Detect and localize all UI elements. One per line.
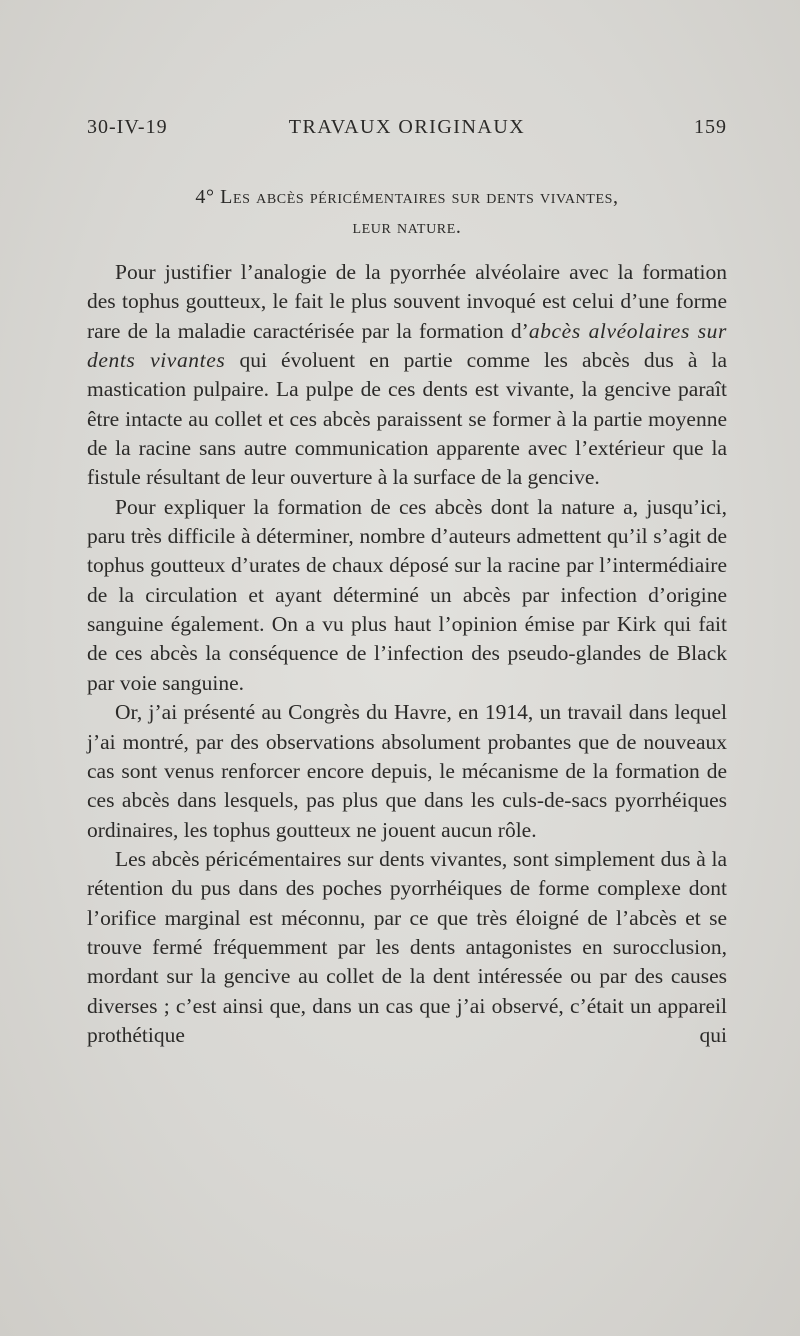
paragraph-3: Or, j’ai présenté au Congrès du Havre, en 1914, un travail dans lequel j’ai montré, par des observations absolument probantes que de nouveaux cas sont venus renforcer encore depuis, le mécanisme de la formation de ces abcès dans lesquels, pas plus que dans les culs-de-sacs pyorrhéiques ordinaires, les tophus goutteux ne jouent aucun rôle. — [87, 700, 727, 842]
page-number: 159 — [694, 116, 727, 138]
paragraph-2: Pour expliquer la formation de ces abcès dont la nature a, jusqu’ici, paru très difficile à déterminer, nombre d’auteurs admettent qu’il s’agit de tophus goutteux d’urates de chaux déposé sur la racine par l’intermédiaire de la circulation et ayant déterminé un abcès par infection d’origine sanguine également. On a vu plus haut l’opinion émise par Kirk qui fait de ces abcès la conséquence de l’infection des pseudo-glandes de Black par voie sanguine. — [87, 494, 727, 695]
running-head — [87, 116, 727, 146]
paragraph-1-after: qui évoluent en partie comme les abcès dus à la mastication pulpaire. La pulpe de ces dents est vivante, la gencive paraît être intacte au collet et ces abcès paraissent se former à la partie moyenne de la racine sans autre communication apparente avec l’extérieur que la fistule résultant de leur ouverture à la surface de la gencive. — [87, 348, 727, 490]
paragraph-4: Les abcès péricémentaires sur dents vivantes, sont simplement dus à la rétention du pus dans des poches pyorrhéiques de forme complexe dont l’orifice marginal est méconnu, par ce que très éloigné de l’abcès et se trouve fermé fréquemment par les dents antagonistes en surocclusion, mordant sur la gencive au collet de la dent intéressée ou par des causes diverses ; c’est ainsi que, dans un cas que j’ai observé, c’était un appareil prothétique qui — [87, 846, 727, 1047]
section-heading-line-1: 4° Les abcès péricémentaires sur dents vivantes, — [195, 186, 619, 208]
issue-date: 30-IV-19 — [87, 116, 168, 138]
section-heading — [87, 182, 727, 242]
paragraph-1-before: Pour justifier l’analogie de la pyorrhée alvéolaire avec la formation des tophus goutteux, le fait le plus souvent invoqué est celui d’une forme rare de la maladie caractérisée par la formation d’ — [87, 260, 727, 343]
body-text — [87, 258, 727, 1050]
paragraph-1-emphasis: abcès alvéolaires sur dents vivantes — [87, 318, 727, 373]
paragraph-1 — [87, 258, 727, 493]
section-heading-line-2: leur nature. — [352, 216, 462, 238]
running-title: TRAVAUX ORIGINAUX — [288, 116, 526, 138]
